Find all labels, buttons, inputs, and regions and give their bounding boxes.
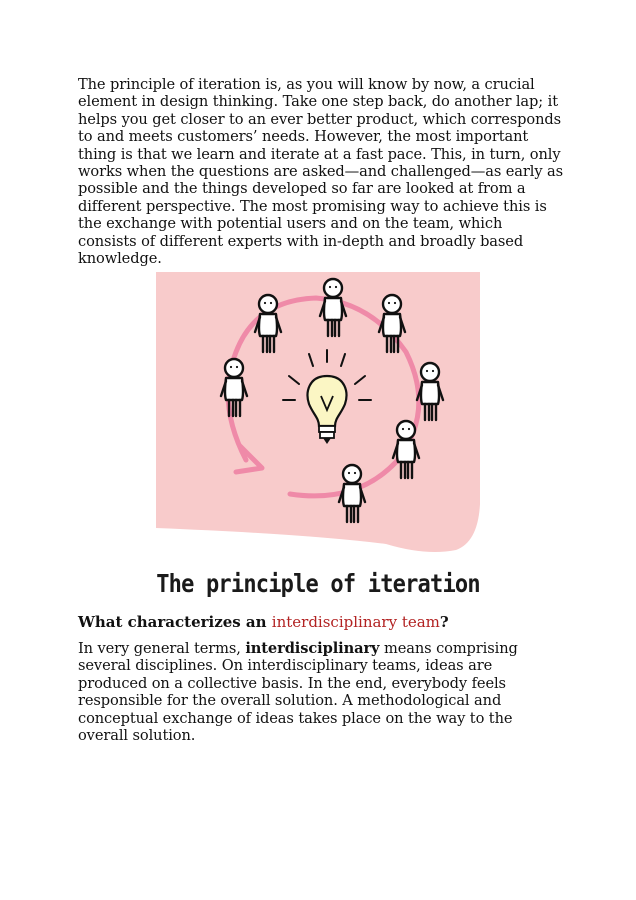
section-heading [78, 613, 564, 631]
intro-paragraph: The principle of iteration is, as you will know by now, a crucial element in design thinking. Take one step back, do another lap; it helps you get closer to an ever better product, which corresponds to and meets customers’ needs. However, the most important thing is that we learn and iterate at a fast pace. This, in turn, only works when the questions are asked—and challenged—as early as possible and the things developed so far are looked at from a different perspective. The most promising way to achieve this is the exchange with potential users and on the team, which consists of different experts with in-depth and broadly based knowledge. [78, 76, 564, 268]
heading-term: interdisciplinary team [271, 613, 440, 631]
definition-paragraph [78, 640, 564, 744]
para-rest: means comprising several disciplines. On interdisciplinary teams, ideas are produced on a collective basis. In the end, everybody feels responsible for the overall solution. A methodological and conceptual exchange of ideas takes place on the way to the overall solution. [78, 640, 518, 745]
figure-caption: The principle of iteration [156, 570, 480, 599]
heading-prefix: What characterizes an [78, 613, 272, 631]
para-lead: In very general terms, [78, 640, 246, 657]
para-term: interdisciplinary [245, 640, 380, 657]
heading-suffix: ? [439, 613, 449, 631]
iteration-illustration [156, 272, 480, 608]
